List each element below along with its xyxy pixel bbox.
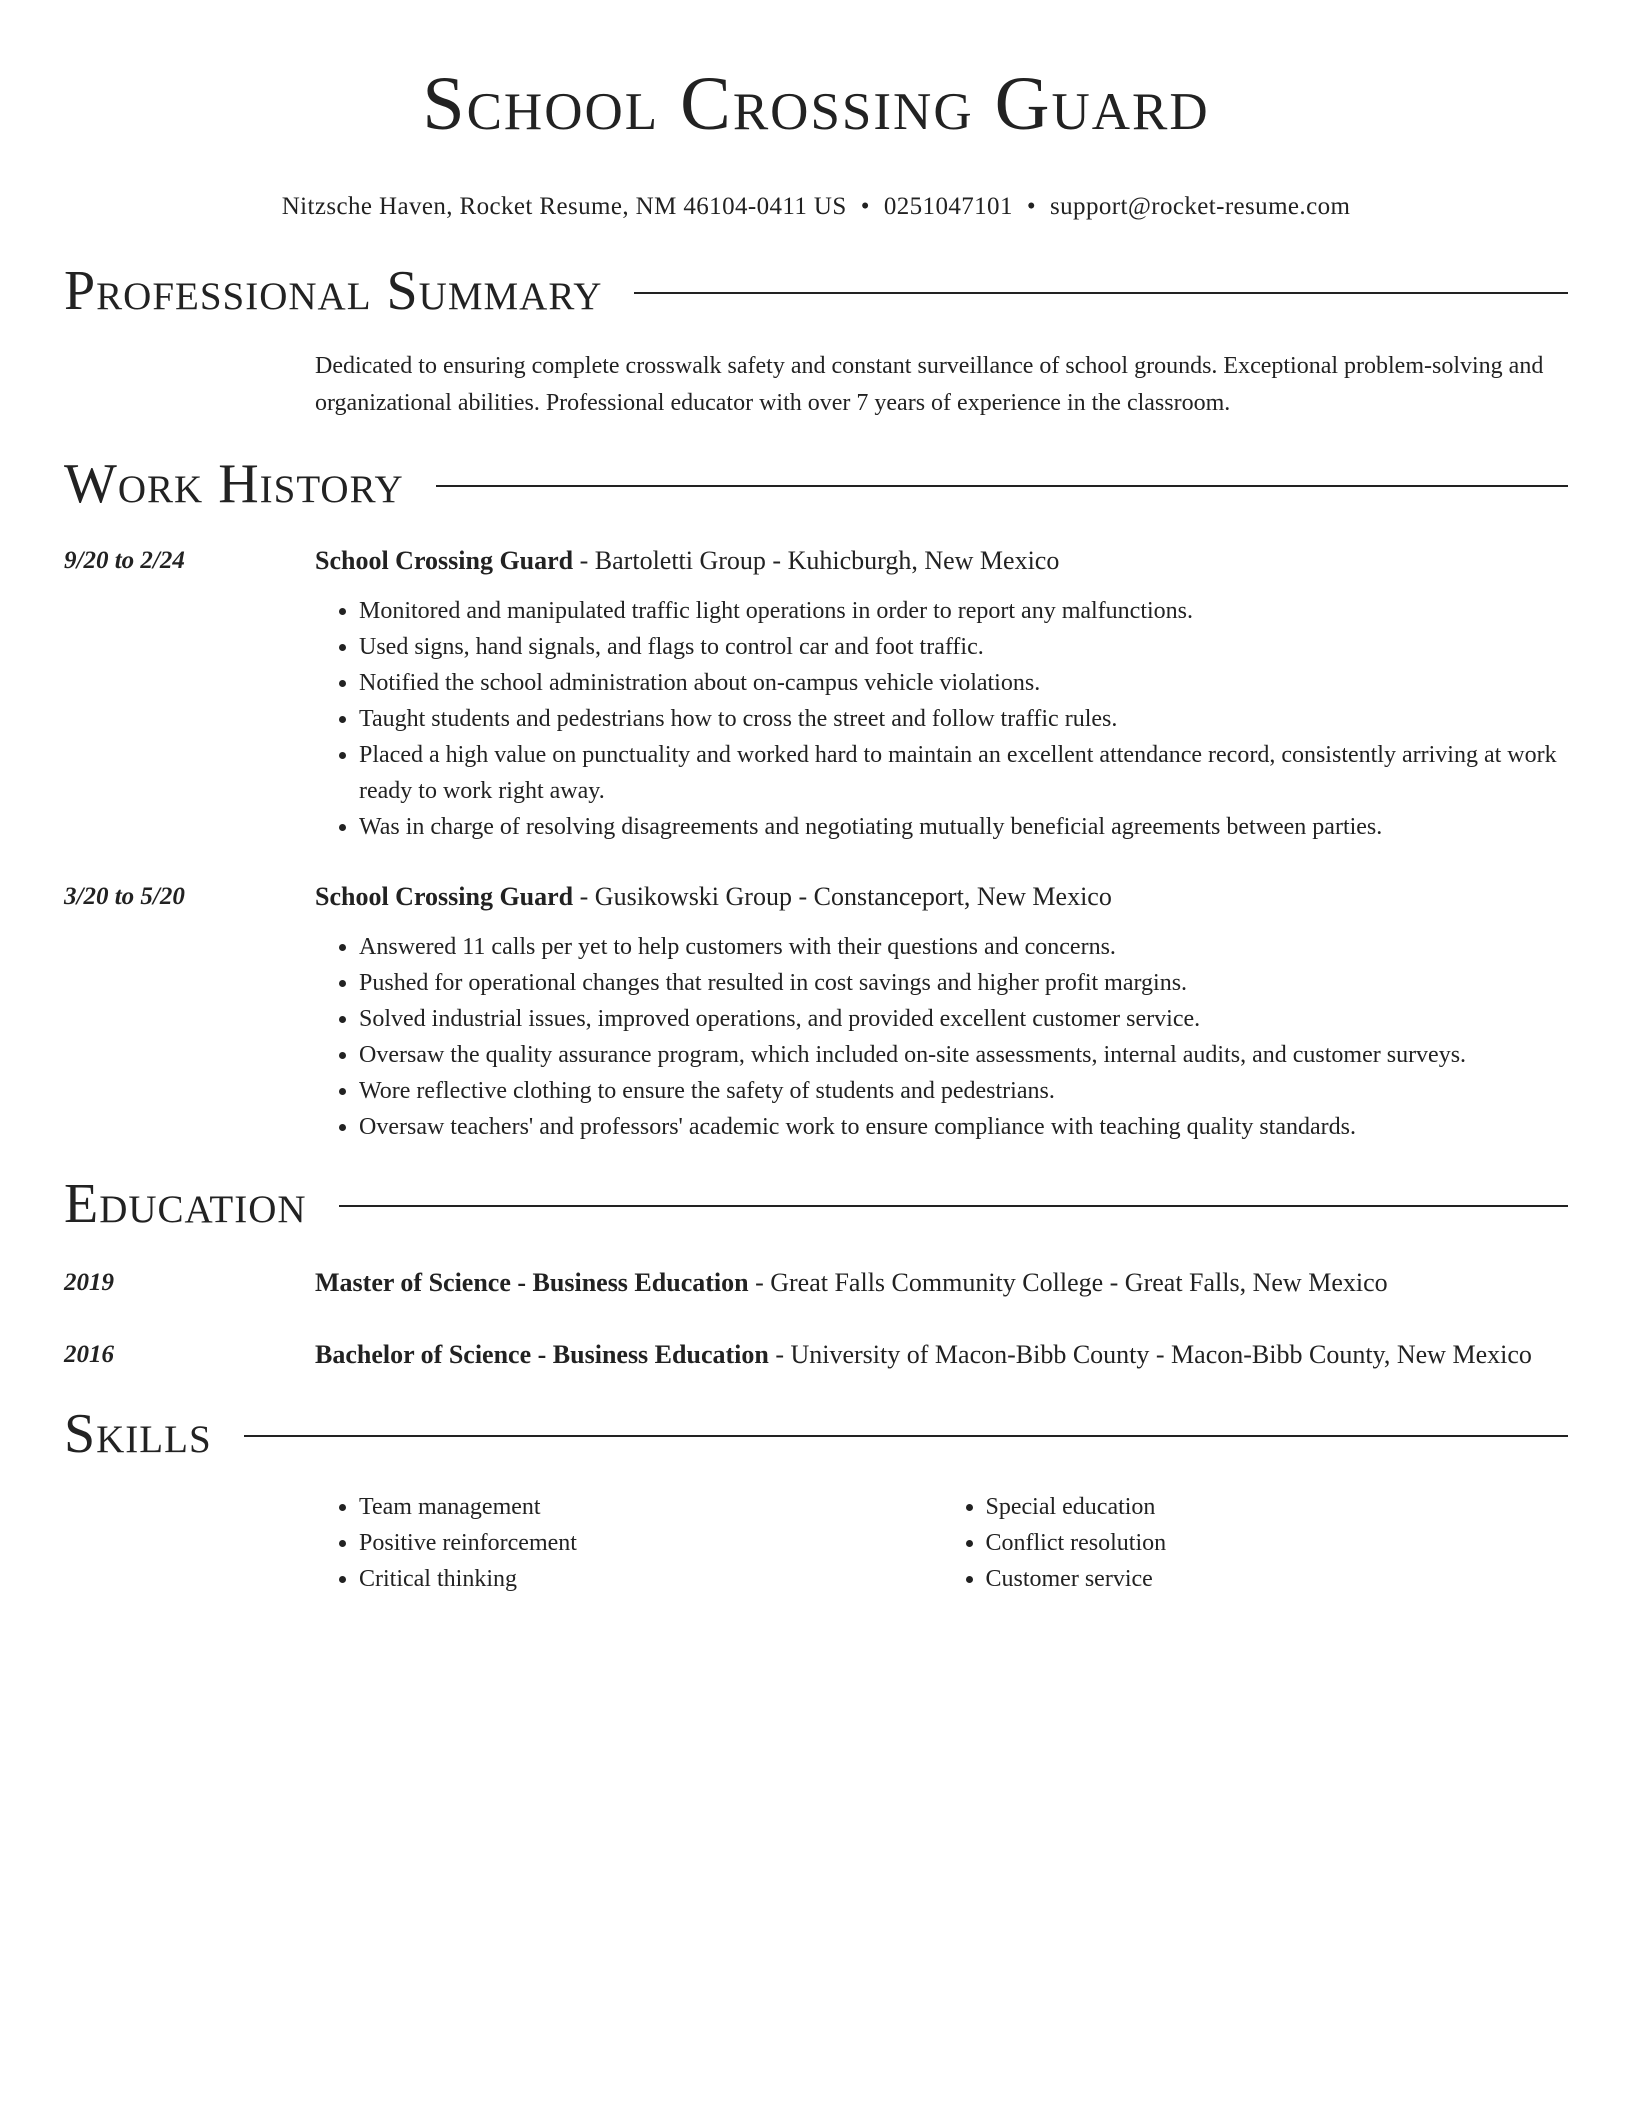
job-employer: - Gusikowski Group - Constanceport, New Mexico (573, 882, 1112, 911)
skill-item: • Customer service (986, 1561, 1569, 1597)
skill-item: • Conflict resolution (986, 1525, 1569, 1561)
list-item: • Answered 11 calls per yet to help customers with their questions and concerns. (359, 929, 1568, 965)
section-divider (339, 1205, 1568, 1207)
education-heading: Education (64, 1173, 307, 1235)
job-entry (64, 879, 1568, 1145)
education-degree: Master of Science - Business Education (315, 1268, 749, 1297)
education-section-header (64, 1169, 1568, 1239)
job-title: School Crossing Guard (315, 546, 574, 575)
job-bullets (315, 929, 1568, 1145)
job-bullets (315, 593, 1568, 845)
skills-list-left (315, 1489, 942, 1597)
list-item: • Monitored and manipulated traffic light operations in order to report any malfunctions. (359, 593, 1568, 629)
job-title-line (315, 879, 1568, 915)
list-item: • Oversaw teachers' and professors' academic work to ensure compliance with teaching quality standards. (359, 1109, 1568, 1145)
skill-item: • Team management (359, 1489, 942, 1525)
work-heading: Work History (64, 453, 404, 515)
skill-item: • Positive reinforcement (359, 1525, 942, 1561)
education-degree: Bachelor of Science - Business Education (315, 1340, 769, 1369)
contact-address: Nitzsche Haven, Rocket Resume, NM 46104-0411 US (281, 193, 847, 220)
education-year: 2016 (64, 1341, 114, 1368)
contact-separator: • (1026, 193, 1037, 220)
resume-name: School Crossing Guard (422, 62, 1210, 146)
work-section-header (64, 449, 1568, 519)
list-item: • Wore reflective clothing to ensure the safety of students and pedestrians. (359, 1073, 1568, 1109)
education-entry (64, 1337, 1568, 1373)
list-item: • Used signs, hand signals, and flags to control car and foot traffic. (359, 629, 1568, 665)
education-year: 2019 (64, 1269, 114, 1296)
contact-line (64, 192, 1568, 222)
skills-row (64, 1469, 1568, 1597)
job-dates: 9/20 to 2/24 (64, 547, 185, 574)
skills-spacer (64, 1469, 315, 1597)
list-item: • Solved industrial issues, improved operations, and provided excellent customer service. (359, 1001, 1568, 1037)
contact-email: support@rocket-resume.com (1050, 193, 1351, 220)
job-body (315, 543, 1568, 845)
list-item: • Pushed for operational changes that resulted in cost savings and higher profit margins. (359, 965, 1568, 1001)
job-dates: 3/20 to 5/20 (64, 883, 185, 910)
skills-list-right (942, 1489, 1569, 1597)
section-divider (436, 485, 1568, 487)
education-school: - Great Falls Community College - Great Falls, New Mexico (748, 1268, 1388, 1297)
job-body (315, 879, 1568, 1145)
job-title-line (315, 543, 1568, 579)
job-entry (64, 543, 1568, 845)
job-title: School Crossing Guard (315, 882, 574, 911)
skills-section-header (64, 1399, 1568, 1469)
summary-spacer (64, 326, 315, 421)
skills-heading: Skills (64, 1403, 212, 1465)
section-divider (634, 292, 1568, 294)
skill-item: • Special education (986, 1489, 1569, 1525)
summary-text: Dedicated to ensuring complete crosswalk safety and constant surveillance of school grounds. Exceptional problem-solving and organizational abilities. Professional educator with over 7 years of experience in the classroom. (315, 353, 1544, 416)
education-school: - University of Macon-Bibb County - Macon-Bibb County, New Mexico (768, 1340, 1532, 1369)
job-employer: - Bartoletti Group - Kuhicburgh, New Mexico (573, 546, 1060, 575)
section-divider (244, 1435, 1568, 1437)
list-item: • Was in charge of resolving disagreements and negotiating mutually beneficial agreements between parties. (359, 809, 1568, 845)
skill-item: • Critical thinking (359, 1561, 942, 1597)
list-item: • Oversaw the quality assurance program, which included on-site assessments, internal audits, and customer surveys. (359, 1037, 1568, 1073)
summary-heading: Professional Summary (64, 260, 603, 322)
resume-page (64, 0, 1568, 1597)
contact-separator: • (860, 193, 870, 220)
contact-phone: 0251047101 (883, 193, 1013, 220)
skills-columns (315, 1489, 1568, 1597)
list-item: • Taught students and pedestrians how to cross the street and follow traffic rules. (359, 701, 1568, 737)
summary-row (64, 326, 1568, 421)
skills-body (315, 1469, 1568, 1597)
education-line (315, 1337, 1568, 1373)
list-item: • Notified the school administration about on-campus vehicle violations. (359, 665, 1568, 701)
list-item: • Placed a high value on punctuality and worked hard to maintain an excellent attendance record, consistently arriving at work ready to work right away. (359, 737, 1568, 809)
summary-section-header (64, 256, 1568, 326)
education-line (315, 1265, 1568, 1301)
education-entry (64, 1265, 1568, 1301)
